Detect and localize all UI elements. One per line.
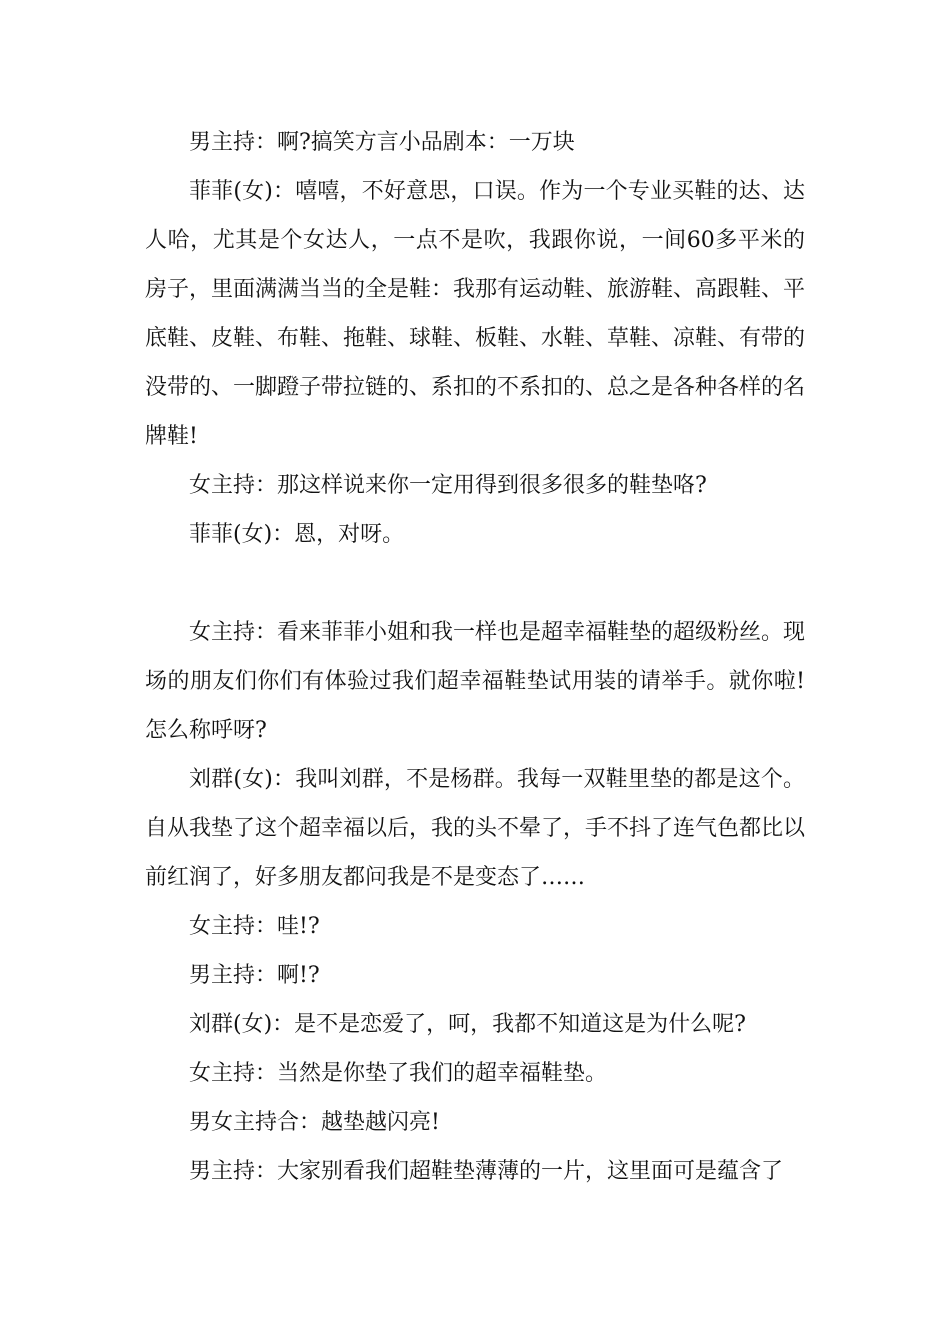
script-text-body — [145, 118, 805, 1196]
blank-line — [145, 559, 805, 608]
paragraph-female-host-1: 女主持：那这样说来你一定用得到很多很多的鞋垫咯? — [189, 473, 707, 498]
paragraph-liuqun-2: 刘群(女)：是不是恋爱了，呵，我都不知道这是为什么呢? — [189, 1012, 746, 1037]
paragraph-both-hosts: 男女主持合：越垫越闪亮! — [189, 1110, 440, 1135]
paragraph-feifei-2: 菲菲(女)：恩，对呀。 — [189, 522, 405, 547]
paragraph-male-host-1: 男主持：啊?搞笑方言小品剧本：一万块 — [189, 130, 575, 155]
paragraph-male-host-2: 男主持：啊!? — [189, 963, 320, 988]
paragraph-male-host-3: 男主持：大家别看我们超鞋垫薄薄的一片，这里面可是蕴含了 — [189, 1159, 784, 1184]
paragraph-female-host-4: 女主持：当然是你垫了我们的超幸福鞋垫。 — [189, 1061, 608, 1086]
paragraph-liuqun-1: 刘群(女)：我叫刘群，不是杨群。我每一双鞋里垫的都是这个。自从我垫了这个超幸福以后，我的头不晕了，手不抖了连气色都比以前红润了，好多朋友都问我是不是变态了…… — [145, 767, 806, 890]
paragraph-female-host-3: 女主持：哇!? — [189, 914, 320, 939]
paragraph-female-host-2: 女主持：看来菲菲小姐和我一样也是超幸福鞋垫的超级粉丝。现场的朋友们你们有体验过我们超幸福鞋垫试用装的请举手。就你啦!怎么称呼呀? — [145, 620, 806, 743]
paragraph-feifei-1: 菲菲(女)：嘻嘻，不好意思，口误。作为一个专业买鞋的达、达人哈，尤其是个女达人，一点不是吹，我跟你说，一间60多平米的房子，里面满满当当的全是鞋：我那有运动鞋、旅游鞋、高跟鞋、平底鞋、皮鞋、布鞋、拖鞋、球鞋、板鞋、水鞋、草鞋、凉鞋、有带的没带的、一脚蹬子带拉链的、系扣的不系扣的、总之是各种各样的名牌鞋! — [145, 179, 806, 449]
